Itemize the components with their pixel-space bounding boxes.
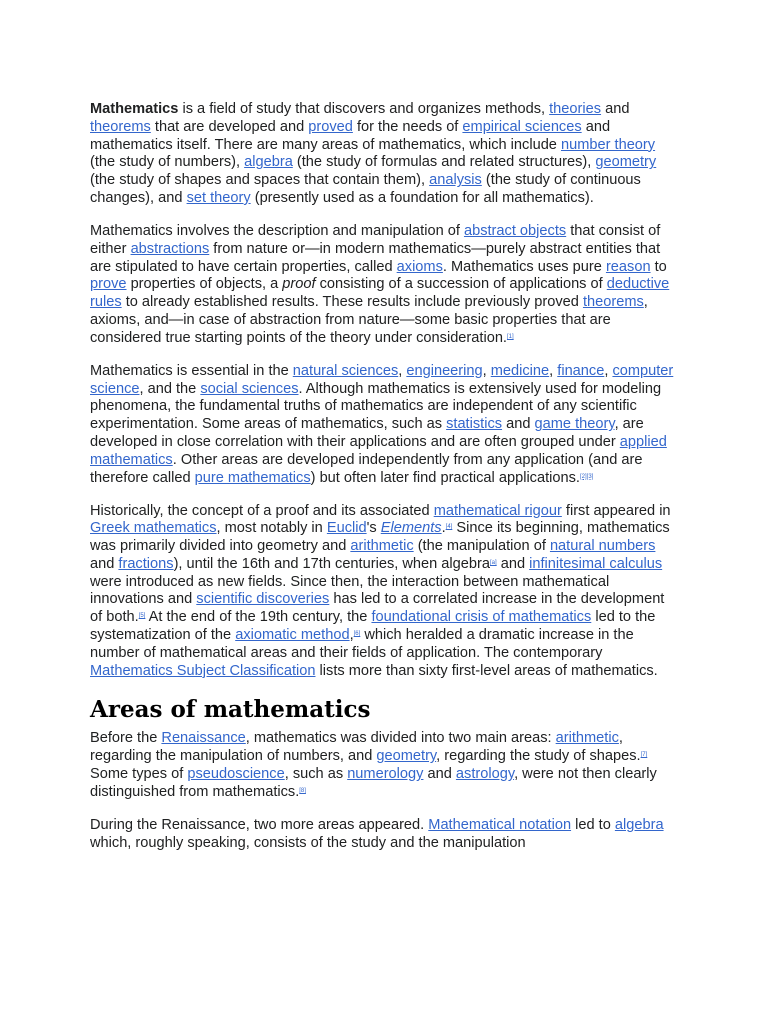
link-arithmetic[interactable]: arithmetic bbox=[555, 730, 619, 747]
citation-a[interactable] bbox=[490, 560, 497, 566]
text-run: first appeared in bbox=[561, 502, 671, 519]
citation-link[interactable]: [a] bbox=[489, 559, 497, 566]
link-theorems[interactable]: theorems bbox=[90, 118, 151, 135]
link-greek-mathematics[interactable]: Greek mathematics bbox=[90, 520, 217, 537]
text-run: (the study of continuous changes), and bbox=[90, 172, 641, 206]
link-algebra[interactable]: algebra bbox=[244, 154, 293, 171]
text-run: has led to a correlated increase in the development of both. bbox=[90, 591, 665, 626]
text-run: Mathematics involves the description and manipulation of bbox=[90, 222, 464, 239]
text-run: ), until the 16th and 17th centuries, when algebra bbox=[173, 555, 490, 572]
citation-link[interactable]: [7] bbox=[640, 752, 648, 759]
text-run: led to the systematization of the bbox=[90, 609, 656, 644]
text-run: At the end of the 19th century, the bbox=[145, 609, 372, 626]
link-theorems[interactable]: theorems bbox=[582, 294, 644, 311]
text-run: were introduced as new fields. Since then, the interaction between mathematical innovations and bbox=[90, 573, 610, 608]
text-run: . Although mathematics is extensively used for modeling phenomena, the fundamental truths of mathematics are independent of any scientific experimentation. Some areas of mathematics, such as bbox=[90, 380, 662, 433]
text-run: (the manipulation of bbox=[413, 538, 550, 555]
link-pseudoscience[interactable]: pseudoscience bbox=[187, 766, 285, 783]
link-mathematical-notation[interactable]: Mathematical notation bbox=[428, 816, 572, 833]
text-run: , bbox=[398, 362, 407, 379]
text-run: from nature or—in modern mathematics—purely abstract entities that are stipulated to have certain properties, called bbox=[90, 240, 661, 275]
citation-8[interactable] bbox=[299, 788, 306, 794]
text-run: , regarding the manipulation of numbers, and bbox=[90, 730, 623, 765]
text-run: , mathematics was divided into two main areas: bbox=[245, 730, 556, 747]
text-run: , most notably in bbox=[216, 520, 327, 537]
text-run: consisting of a succession of applications of bbox=[315, 276, 607, 293]
text-run: During the Renaissance, two more areas appeared. bbox=[90, 816, 429, 833]
link-pure-mathematics[interactable]: pure mathematics bbox=[194, 469, 311, 486]
link-abstract-objects[interactable]: abstract objects bbox=[463, 222, 567, 239]
text-run: , axioms, and—in case of abstraction from nature—some basic properties that are considered true starting points of the theory under consideration. bbox=[90, 294, 648, 346]
link-medicine[interactable]: medicine bbox=[490, 362, 550, 379]
paragraph bbox=[90, 363, 680, 488]
text-run: for the needs of bbox=[352, 118, 463, 135]
link-computer-science[interactable]: computer science bbox=[90, 362, 674, 397]
link-infinitesimal-calculus[interactable]: infinitesimal calculus bbox=[529, 555, 663, 572]
text-run: , and the bbox=[139, 380, 201, 397]
link-finance[interactable]: finance bbox=[557, 362, 605, 379]
text-run: (the study of shapes and spaces that contain them), bbox=[90, 172, 430, 189]
link-fractions[interactable]: fractions bbox=[118, 555, 174, 572]
citation-link[interactable]: [4] bbox=[445, 524, 453, 531]
text-run: , were not then clearly distinguished from mathematics. bbox=[90, 766, 657, 800]
article-body bbox=[90, 101, 680, 868]
link-deductive-rules[interactable]: deductive rules bbox=[90, 276, 670, 311]
link-prove[interactable]: prove bbox=[90, 276, 127, 293]
link-statistics[interactable]: statistics bbox=[446, 416, 503, 433]
paragraph bbox=[90, 817, 680, 853]
citation-link[interactable]: [2][3] bbox=[579, 473, 594, 480]
link-set-theory[interactable]: set theory bbox=[186, 189, 251, 206]
text-run: and bbox=[502, 416, 535, 433]
paragraph bbox=[90, 730, 680, 801]
link-axioms[interactable]: axioms bbox=[396, 258, 443, 275]
link-number-theory[interactable]: number theory bbox=[560, 136, 656, 153]
text-run: properties of objects, a bbox=[126, 276, 283, 293]
link-natural-sciences[interactable]: natural sciences bbox=[292, 362, 399, 379]
italic-text: proof bbox=[282, 276, 316, 293]
intro-paragraphs bbox=[90, 101, 680, 680]
text-run: is a field of study that discovers and organizes methods, bbox=[178, 101, 550, 117]
link-geometry[interactable]: geometry bbox=[595, 154, 657, 171]
link-astrology[interactable]: astrology bbox=[455, 766, 515, 783]
paragraph bbox=[90, 101, 680, 208]
citation-link[interactable]: [5] bbox=[138, 613, 146, 620]
paragraph bbox=[90, 223, 680, 348]
text-run: lists more than sixty first-level areas of mathematics. bbox=[315, 662, 658, 679]
text-run: (presently used as a foundation for all mathematics). bbox=[250, 189, 594, 206]
text-run: led to bbox=[571, 816, 615, 833]
link-elements[interactable]: Elements bbox=[380, 520, 442, 537]
text-run: and bbox=[601, 101, 630, 117]
citation-2-3[interactable] bbox=[580, 474, 593, 480]
link-foundational-crisis-of-mathematics[interactable]: foundational crisis of mathematics bbox=[371, 609, 592, 626]
link-empirical-sciences[interactable]: empirical sciences bbox=[462, 118, 582, 135]
link-abstractions[interactable]: abstractions bbox=[130, 240, 210, 257]
text-run: (the study of formulas and related structures), bbox=[292, 154, 596, 171]
link-scientific-discoveries[interactable]: scientific discoveries bbox=[196, 591, 330, 608]
text-run: to already established results. These results include previously proved bbox=[121, 294, 583, 311]
link-proved[interactable]: proved bbox=[308, 118, 353, 135]
text-run: and mathematics itself. There are many areas of mathematics, which include bbox=[90, 118, 611, 153]
link-mathematical-rigour[interactable]: mathematical rigour bbox=[433, 502, 562, 519]
text-run: , bbox=[349, 627, 354, 644]
text-run: , bbox=[549, 362, 558, 379]
link-engineering[interactable]: engineering bbox=[406, 362, 483, 379]
link-reason[interactable]: reason bbox=[605, 258, 651, 275]
text-run: , regarding the study of shapes. bbox=[436, 748, 641, 765]
link-axiomatic-method[interactable]: axiomatic method bbox=[235, 627, 350, 644]
text-run: which, roughly speaking, consists of the study and the manipulation bbox=[90, 834, 526, 851]
text-run: . Other areas are developed independently from any application (and are therefore called bbox=[90, 451, 643, 486]
paragraph bbox=[90, 503, 680, 681]
link-renaissance[interactable]: Renaissance bbox=[161, 730, 246, 747]
link-algebra[interactable]: algebra bbox=[614, 816, 664, 833]
link-analysis[interactable]: analysis bbox=[429, 172, 482, 189]
text-run: Some types of bbox=[90, 766, 188, 783]
text-run: ) but often later find practical applications. bbox=[310, 469, 580, 486]
link-numerology[interactable]: numerology bbox=[347, 766, 424, 783]
link-geometry[interactable]: geometry bbox=[376, 748, 437, 765]
text-run: Historically, the concept of a proof and its associated bbox=[90, 502, 434, 519]
link-social-sciences[interactable]: social sciences bbox=[200, 380, 299, 397]
text-run: which heralded a dramatic increase in the number of mathematical areas and their fields of application. The contemporary bbox=[90, 627, 634, 661]
text-run: (the study of numbers), bbox=[90, 154, 245, 171]
link-arithmetic[interactable]: arithmetic bbox=[350, 538, 414, 555]
text-run: Before the bbox=[90, 730, 162, 747]
text-run: Since its beginning, mathematics was primarily divided into geometry and bbox=[90, 520, 670, 555]
citation-1[interactable] bbox=[507, 334, 514, 340]
text-run: , are developed in close correlation with their applications and are often grouped under bbox=[90, 416, 644, 450]
section-heading: Areas of mathematics bbox=[90, 696, 371, 724]
link-applied-mathematics[interactable]: applied mathematics bbox=[90, 433, 667, 468]
text-run: 's bbox=[366, 520, 381, 537]
text-run: and bbox=[496, 555, 530, 572]
link-euclid[interactable]: Euclid bbox=[326, 520, 367, 537]
text-run: and bbox=[423, 766, 456, 783]
section-paragraphs bbox=[90, 730, 680, 852]
citation-link[interactable]: [1] bbox=[506, 333, 514, 340]
link-game-theory[interactable]: game theory bbox=[534, 416, 615, 433]
text-run: to bbox=[650, 258, 667, 275]
text-run: that consist of either bbox=[90, 222, 661, 257]
link-natural-numbers[interactable]: natural numbers bbox=[549, 538, 656, 555]
citation-link[interactable]: [8] bbox=[299, 787, 306, 794]
text-run: . bbox=[441, 520, 446, 537]
text-run: , bbox=[604, 362, 613, 379]
text-run: that are developed and bbox=[150, 118, 309, 135]
citation-7[interactable] bbox=[641, 752, 648, 758]
text-run: Mathematics is essential in the bbox=[90, 362, 293, 379]
link-mathematics-subject-classification[interactable]: Mathematics Subject Classification bbox=[90, 662, 316, 679]
text-run: , bbox=[482, 362, 491, 379]
link-theories[interactable]: theories bbox=[549, 101, 602, 117]
text-run: , such as bbox=[284, 766, 348, 783]
text-run: . Mathematics uses pure bbox=[442, 258, 606, 275]
bold-term: Mathematics bbox=[90, 101, 179, 117]
text-run: and bbox=[90, 555, 119, 572]
citation-link[interactable]: [6] bbox=[353, 631, 361, 638]
